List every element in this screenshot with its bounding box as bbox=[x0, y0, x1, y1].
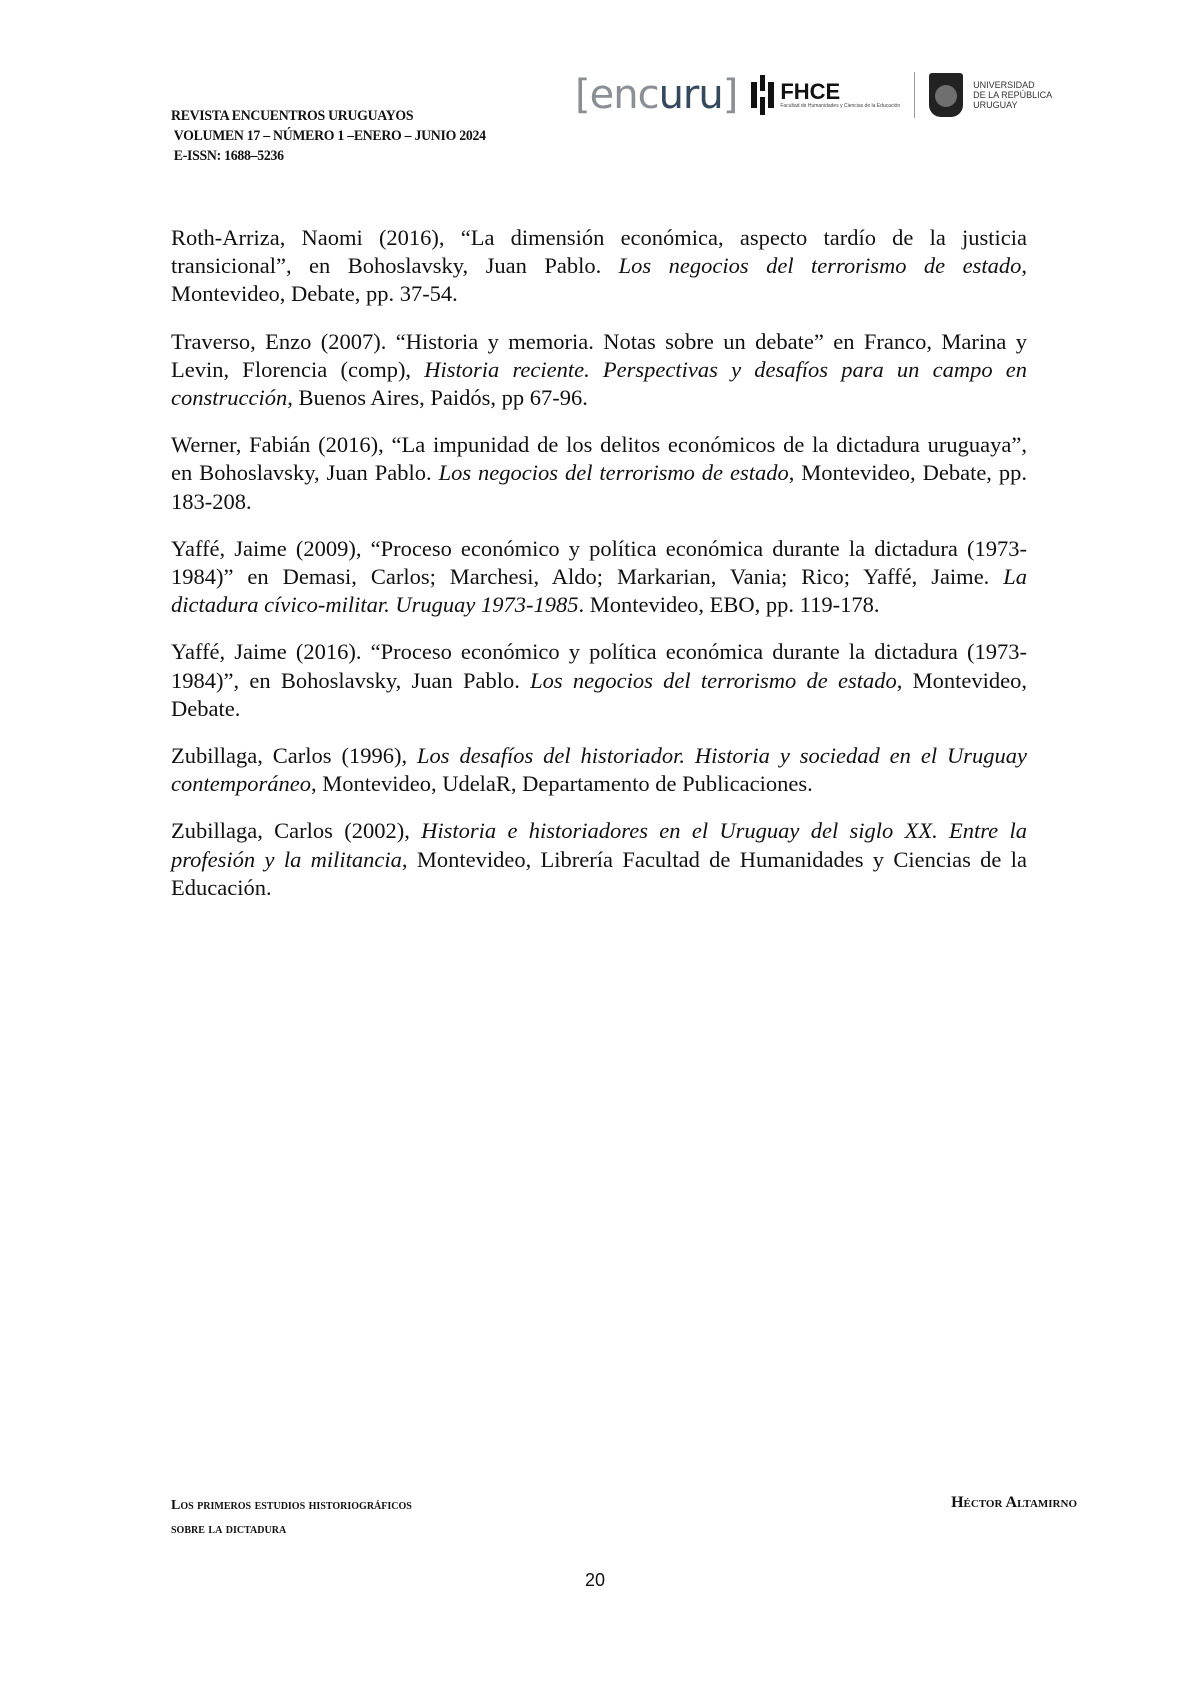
reference-entry bbox=[171, 224, 1027, 309]
reference-list bbox=[171, 224, 1027, 921]
logo-divider bbox=[914, 72, 915, 118]
udelar-line: DE LA REPÚBLICA bbox=[973, 90, 1053, 100]
reference-title: Los negocios del terrorismo de estado bbox=[530, 667, 897, 693]
reference-text: , Montevideo, Debate, pp. 183-208. bbox=[171, 460, 1028, 514]
udelar-line: UNIVERSIDAD bbox=[973, 80, 1035, 90]
reference-title: Historia reciente. Perspectivas y desafíos para un campo en construcción bbox=[171, 356, 1027, 411]
journal-header bbox=[171, 106, 486, 166]
reference-entry bbox=[171, 535, 1027, 620]
udelar-line: URUGUAY bbox=[973, 100, 1018, 110]
reference-text: . Montevideo, EBO, pp. 119-178. bbox=[578, 592, 880, 618]
journal-volume: VOLUMEN 17 – NÚMERO 1 –ENERO – JUNIO 2024 bbox=[173, 128, 486, 144]
reference-text: Roth-Arriza, Naomi (2016), “La dimensión económica, aspecto tardío de la justicia transicional”, en Bohoslavsky, Juan Pablo. bbox=[171, 225, 1027, 279]
fhce-name: FHCE bbox=[780, 79, 841, 104]
header-logos bbox=[575, 72, 1052, 118]
running-title-line: Los primeros estudios historiográficos bbox=[171, 1498, 412, 1513]
reference-text: Yaffé, Jaime (2016). “Proceso económico y política económica durante la dictadura (1973-1984)”, en Bohoslavsky, Juan Pablo. bbox=[171, 639, 1027, 693]
reference-entry bbox=[171, 817, 1027, 902]
encuru-logo bbox=[575, 72, 737, 118]
reference-title: La dictadura cívico-militar. Uruguay 1973-1985 bbox=[171, 564, 1027, 618]
udelar-logo bbox=[929, 73, 1052, 117]
reference-text: Yaffé, Jaime (2009), “Proceso económico y política económica durante la dictadura (1973-1984)” en Demasi, Carlos; Marchesi, Aldo; Markarian, Vania; Rico; Yaffé, Jaime. bbox=[171, 535, 1027, 590]
reference-text: , Buenos Aires, Paidós, pp 67-96. bbox=[287, 385, 588, 411]
journal-issn: E-ISSN: 1688–5236 bbox=[173, 148, 284, 164]
reference-text: Zubillaga, Carlos (2002), bbox=[171, 818, 422, 844]
reference-title: Historia e historiadores en el Uruguay del siglo XX. Entre la profesión y la militancia bbox=[171, 818, 1027, 872]
reference-entry bbox=[171, 742, 1027, 798]
fhce-subtitle: Facultad de Humanidades y Ciencias de la Educación bbox=[780, 103, 901, 109]
reference-title: Los negocios del terrorismo de estado bbox=[618, 253, 1022, 279]
running-title bbox=[171, 1494, 412, 1542]
reference-entry bbox=[171, 328, 1027, 413]
reference-text: , Montevideo, Debate, pp. 37-54. bbox=[171, 253, 1027, 307]
fhce-mark-icon bbox=[751, 75, 774, 115]
udelar-seal-icon bbox=[929, 73, 963, 117]
running-title-line: sobre la dictadura bbox=[171, 1522, 287, 1537]
reference-text: , Montevideo, UdelaR, Departamento de Publicaciones. bbox=[310, 771, 813, 797]
reference-text: , Montevideo, Librería Facultad de Humanidades y Ciencias de la Educación. bbox=[171, 846, 1027, 900]
reference-text: Traverso, Enzo (2007). “Historia y memoria. Notas sobre un debate” en Franco, Marina y Levin, Florencia (comp), bbox=[171, 328, 1027, 382]
running-author: Héctor Altamirno bbox=[951, 1494, 1077, 1511]
reference-text: Zubillaga, Carlos (1996), bbox=[171, 743, 417, 769]
reference-entry bbox=[171, 638, 1027, 723]
encuru-logo-part: ] bbox=[722, 72, 738, 118]
fhce-logo bbox=[751, 75, 900, 115]
journal-title: REVISTA ENCUENTROS URUGUAYOS bbox=[171, 108, 414, 124]
reference-title: Los desafíos del historiador. Historia y sociedad en el Uruguay contemporáneo bbox=[171, 743, 1027, 797]
reference-text: , Montevideo, Debate. bbox=[171, 667, 1027, 721]
reference-entry bbox=[171, 431, 1027, 516]
encuru-logo-part: uru bbox=[658, 72, 723, 118]
reference-text: Werner, Fabián (2016), “La impunidad de los delitos económicos de la dictadura uruguaya”, en Bohoslavsky, Juan Pablo. bbox=[171, 432, 1027, 486]
reference-title: Los negocios del terrorismo de estado bbox=[438, 460, 789, 486]
encuru-logo-part: [enc bbox=[575, 72, 659, 118]
page-number: 20 bbox=[584, 1570, 606, 1590]
